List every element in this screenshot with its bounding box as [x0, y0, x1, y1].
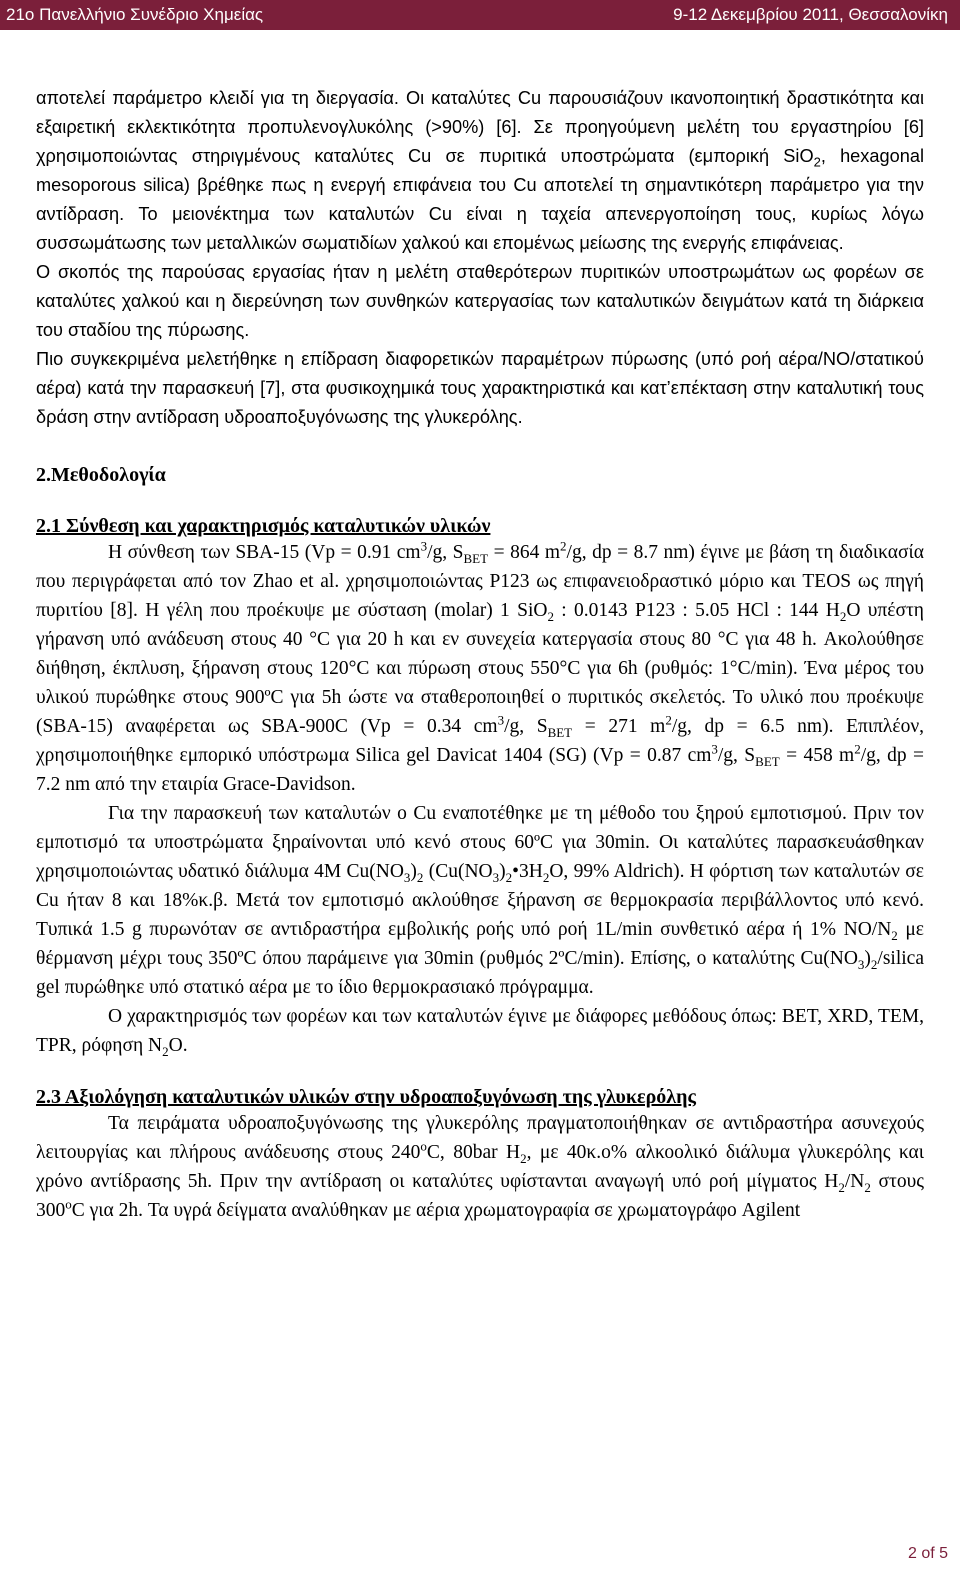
page-header [0, 0, 960, 30]
section-heading-methodology: 2.Μεθοδολογία [36, 464, 166, 486]
intro-paragraph-1: αποτελεί παράμετρο κλειδί για τη διεργασία. Οι καταλύτες Cu παρουσιάζουν ικανοποιητική δραστικότητα και εξαιρετική εκλεκτικότητα προπυλενογλυκόλης (>90%) [6]. Σε προηγούμενη μελέτη του εργαστηρίου [6] χρησιμοποιώντας στηριγμένους καταλύτες Cu σε πυριτικά υποστρώματα (εμπορική SiO$_2$, hexagonal mesoporous silica) βρέθηκε πως η ενεργή επιφάνεια του Cu αποτελεί τη σημαντικότερη παράμετρο για την αντίδραση. Το μειονέκτημα των καταλυτών Cu είναι η ταχεία απενεργοποίηση τους, κυρίως λόγω συσσωμάτωσης των μεταλλικών σωματιδίων χαλκού και επομένως μείωσης της ενεργής επιφάνειας. [36, 88, 925, 253]
evaluation-paragraph-1: Τα πειράματα υδροαποξυγόνωσης της γλυκερόλης πραγματοποιήθηκαν σε αντιδραστήρα ασυνεχούς λειτουργίας και πλήρους ανάδευσης στους 240$^o$C, 80bar $H_2$, με 40κ.ο% αλκοολικό διάλυμα γλυκερόλης και χρόνο αντίδρασης 5h. Πριν την αντίδραση οι καταλύτες υφίστανται αναγωγή υπό ροή μίγματος $H_2/N_2$ στους 300$^o$C για 2h. Τα υγρά δείγματα αναλύθηκαν με αέρια χρωματογραφία σε χρωματογράφο Agilent [36, 1113, 924, 1221]
synthesis-paragraph-3: Ο χαρακτηρισμός των φορέων και των καταλυτών έγινε με διάφορες μεθόδους όπως: BET, XRD, TEM, TPR, ρόφηση $N_2O$. [36, 1006, 924, 1059]
conference-title: 21ο Πανελλήνιο Συνέδριο Χημείας [6, 5, 264, 24]
page-number: 2 of 5 [907, 1545, 948, 1562]
conference-date-location: 9-12 Δεκεμβρίου 2011, Θεσσαλονίκη [673, 5, 948, 24]
synthesis-paragraph-1: Η σύνθεση των SBA-15 (Vp = 0.91 $cm^3/g$, $S_{BET} = 864$ $m^2/g$, dp = 8.7 nm) έγινε με βάση τη διαδικασία που περιγράφεται από τον Zhao et al. χρησιμοποιώντας P123 ως επιφανειοδραστικό μόριο και TEOS ως πηγή πυριτίου [8]. Η γέλη που προέκυψε με σύσταση (molar) 1 SiO$_2$ : 0.0143 P123 : 5.05 HCl : 144 $H_2O$ υπέστη γήρανση υπό ανάδευση στους 40 °C για 20 h και εν συνεχεία κατεργασία στους 80 °C για 48 h. Ακολούθησε διήθηση, έκπλυση, ξήρανση στους 120°C και πύρωση στους 550°C για 6h (ρυθμός: 1°C/min). Ένα μέρος του υλικού πυρώθηκε στους 900ºC για 5h ώστε να σταθεροποιηθεί ο πυριτικός σκελετός. Το υλικό που προέκυψε (SBA-15) αναφέρεται ως SBA-900C (Vp = 0.34 $cm^3/g$, $S_{BET} = 271$ $m^2/g$, dp = 6.5 nm). Επιπλέον, χρησιμοποιήθηκε εμπορικό υπόστρωμα Silica gel Davicat 1404 (SG) (Vp = 0.87 $cm^3/g$, $S_{BET} = 458$ $m^2/g$, dp = 7.2 nm από την εταιρία Grace-Davidson. [36, 538, 925, 795]
subsection-heading-synthesis: 2.1 Σύνθεση και χαρακτηρισμός καταλυτικών υλικών [36, 515, 491, 537]
subsection-heading-evaluation: 2.3 Αξιολόγηση καταλυτικών υλικών στην υδροαποξυγόνωση της γλυκερόλης [36, 1086, 696, 1108]
intro-paragraph-2: Ο σκοπός της παρούσας εργασίας ήταν η μελέτη σταθερότερων πυριτικών υποστρωμάτων ως φορέων σε καταλύτες χαλκού και η διερεύνηση των συνθηκών κατεργασίας των καταλυτικών δειγμάτων κατά τη διάρκεια του σταδίου της πύρωσης. [36, 262, 924, 340]
intro-paragraph-3: Πιο συγκεκριμένα μελετήθηκε η επίδραση διαφορετικών παραμέτρων πύρωσης (υπό ροή αέρα/NO/στατικού αέρα) κατά την παρασκευή [7], στα φυσικοχημικά τους χαρακτηριστικά και κατ’επέκταση στην καταλυτική τους δράση στην αντίδραση υδροαποξυγόνωσης της γλυκερόλης. [36, 349, 924, 427]
body-text [36, 84, 924, 1225]
synthesis-paragraph-2: Για την παρασκευή των καταλυτών ο Cu εναποτέθηκε με τη μέθοδο του ξηρού εμποτισμού. Πριν τον εμποτισμό τα υποστρώματα ξηραίνονται υπό κενό στους 60ºC για 30min. Οι καταλύτες παρασκευάσθηκαν χρησιμοποιώντας υδατικό διάλυμα 4M $Cu(NO_3)_2$ ($Cu(NO_3)_2•3H_2O$, 99% Aldrich). Η φόρτιση των καταλυτών σε Cu ήταν 8 και 18%κ.β. Μετά τον εμποτισμό ακλούθησε ξήρανση σε θερμοκρασία περιβάλλοντος υπό κενό. Τυπικά 1.5 g πυρωνόταν σε αντιδραστήρα εμβολικής ροής υπό ροή 1L/min συνθετικό αέρα ή 1% $NO/N_2$ με θέρμανση μέχρι τους 350ºC όπου παράμεινε για 30min (ρυθμός 2ºC/min). Επίσης, ο καταλύτης $Cu(NO_3)_2$/silica gel πυρώθηκε υπό στατικό αέρα με το ίδιο θερμοκρασιακό πρόγραμμα. [36, 803, 924, 998]
